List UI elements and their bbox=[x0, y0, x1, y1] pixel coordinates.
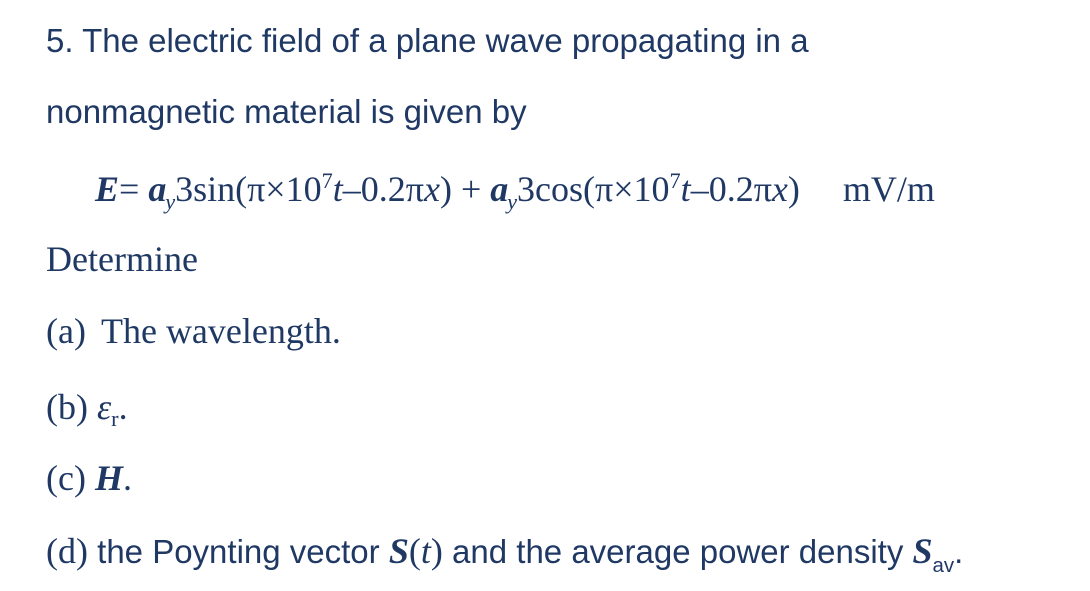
term1-part-b: –0.2π bbox=[342, 169, 424, 209]
part-d-paren-close: ) bbox=[430, 531, 443, 571]
part-d-sav-symbol: S bbox=[912, 531, 933, 571]
part-c-label: (c) bbox=[46, 458, 86, 498]
part-d-sav-subscript: av bbox=[932, 554, 955, 578]
part-b-end: . bbox=[118, 387, 128, 427]
part-b bbox=[46, 386, 128, 431]
part-a-label: (a) bbox=[46, 311, 86, 351]
unit-vector-2-sub: y bbox=[507, 188, 518, 214]
equation-units: mV/m bbox=[842, 169, 935, 209]
part-b-subscript: r bbox=[111, 405, 119, 431]
e-field-symbol: E bbox=[95, 169, 120, 209]
determine-heading bbox=[46, 238, 198, 280]
term2-x: x bbox=[771, 169, 788, 209]
part-d-s-symbol: S bbox=[388, 531, 409, 571]
part-b-epsilon: ε bbox=[96, 387, 112, 427]
term2-exponent: 7 bbox=[669, 167, 681, 193]
part-d-paren-open: ( bbox=[408, 531, 421, 571]
part-d-text-2: and the average power density bbox=[442, 533, 913, 570]
part-c-h-symbol: H bbox=[94, 458, 123, 498]
part-c bbox=[46, 457, 132, 499]
part-d-t-arg: t bbox=[420, 531, 431, 571]
term1-x: x bbox=[423, 169, 440, 209]
part-c-end: . bbox=[122, 458, 132, 498]
term2-part-a: 3cos(π×10 bbox=[517, 169, 670, 209]
part-a-text: The wavelength. bbox=[100, 311, 341, 351]
unit-vector-2: a bbox=[490, 169, 509, 209]
term2-part-c: ) bbox=[787, 169, 800, 209]
intro-text-1: 5. The electric field of a plane wave propagating in a bbox=[46, 22, 809, 59]
term1-exponent: 7 bbox=[321, 167, 333, 193]
unit-vector-1: a bbox=[148, 169, 167, 209]
part-d-label: (d) bbox=[46, 531, 88, 571]
term1-part-c: ) + bbox=[439, 169, 482, 209]
part-d-text-1: the Poynting vector bbox=[87, 533, 389, 570]
term1-part-a: 3sin(π×10 bbox=[175, 169, 322, 209]
intro-line-2 bbox=[46, 93, 527, 131]
electric-field-equation bbox=[95, 167, 935, 214]
term2-t: t bbox=[680, 169, 691, 209]
part-b-label: (b) bbox=[46, 387, 88, 427]
determine-text: Determine bbox=[46, 239, 198, 279]
part-d-end: . bbox=[954, 533, 964, 570]
term2-part-b: –0.2π bbox=[690, 169, 772, 209]
equals-sign: = bbox=[119, 169, 140, 209]
intro-line-1 bbox=[46, 22, 809, 60]
intro-text-2: nonmagnetic material is given by bbox=[46, 93, 527, 130]
part-a bbox=[46, 310, 341, 352]
term1-t: t bbox=[332, 169, 343, 209]
unit-vector-1-sub: y bbox=[165, 188, 176, 214]
part-d bbox=[46, 530, 964, 578]
